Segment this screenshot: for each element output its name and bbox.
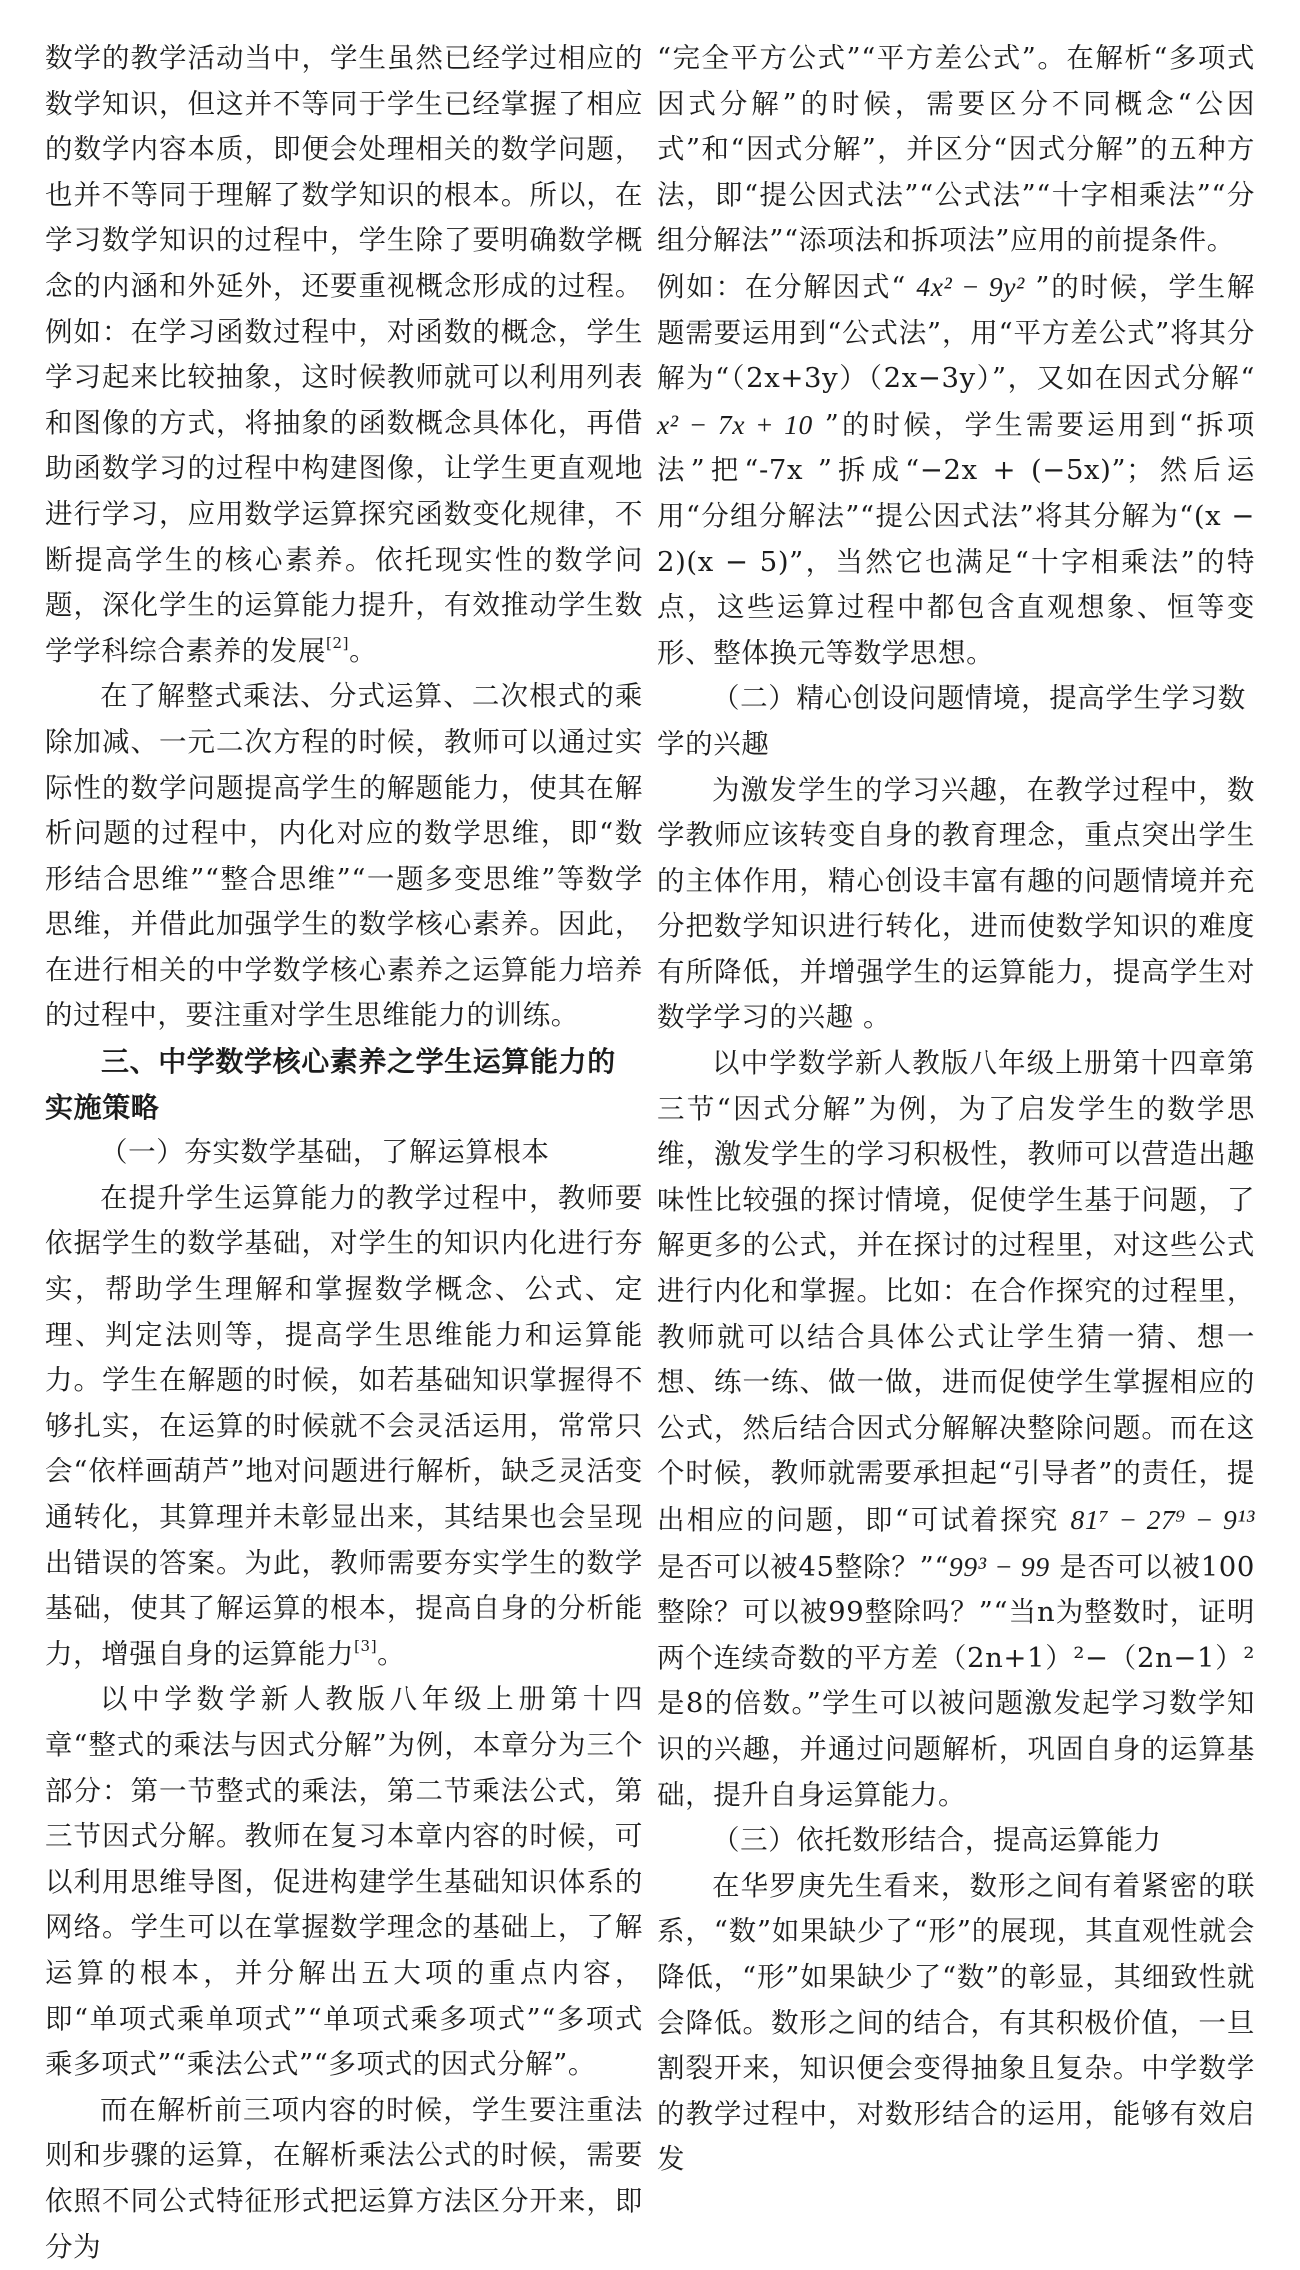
paragraph: 在华罗庚先生看来，数形之间有着紧密的联系，“数”如果缺少了“形”的展现，其直观性就会降低，“形”如果缺少了“数”的彰显，其细致性就会降低。数形之间的结合，有其积极价值，一旦割裂开来，知识便会变得抽象且复杂。中学数学的教学过程中，对数形结合的运用，能够有效启发 [657, 1869, 1255, 2176]
left-column [45, 36, 643, 2263]
paragraph [657, 1041, 1255, 1818]
paragraph-text: ”的时候，学生解题需要运用到“公式法”，用“平方差公式”将其分解为“（2x+3y）（2x−3y）”，又如在因式分解“ [657, 270, 1255, 395]
paragraph: 为激发学生的学习兴趣，在教学过程中，数学教师应该转变自身的教育理念，重点突出学生的主体作用，精心创设丰富有趣的问题情境并充分把数学知识进行转化，进而使数学知识的难度有所降低，并增强学生的运算能力，提高学生对数学学习的兴趣 。 [657, 773, 1255, 1034]
subsection-heading: （二）精心创设问题情境，提高学生学习数学的兴趣 [657, 682, 1246, 760]
paragraph: “完全平方公式”“平方差公式”。在解析“多项式因式分解”的时候，需要区分不同概念“公因式”和“因式分解”，并区分“因式分解”的五种方法，即“提公因式法”“公式法”“十字相乘法”“分组分解法”“添项法和拆项法”应用的前提条件。 [657, 42, 1255, 257]
subsection-heading: （一）夯实数学基础，了解运算根本 [100, 1136, 550, 1169]
paragraph-text: 数学的教学活动当中，学生虽然已经学过相应的数学知识，但这并不等同于学生已经掌握了相应的数学内容本质，即便会处理相关的数学问题，也并不等同于理解了数学知识的根本。所以，在学习数学知识的过程中，学生除了要明确数学概念的内涵和外延外，还要重视概念形成的过程。例如：在学习函数过程中，对函数的概念，学生学习起来比较抽象，这时候教师就可以利用列表和图像的方式，将抽象的函数概念具体化，再借助函数学习的过程中构建图像，让学生更直观地进行学习，应用数学运算探究函数变化规律，不断提高学生的核心素养。依托现实性的数学问题，深化学生的运算能力提升，有效推动学生数学学科综合素养的发展 [45, 42, 643, 667]
math-expression: 81⁷ − 27⁹ − 9¹³ [1070, 1504, 1255, 1535]
paragraph [45, 36, 643, 674]
section-heading: 三、中学数学核心素养之学生运算能力的实施策略 [45, 1045, 616, 1124]
paragraph: 而在解析前三项内容的时候，学生要注重法则和步骤的运算，在解析乘法公式的时候，需要依照不同公式特征形式把运算方法区分开来，即分为 [45, 2093, 643, 2263]
paragraph-text: 在提升学生运算能力的教学过程中，教师要依据学生的数学基础，对学生的知识内化进行夯实，帮助学生理解和掌握数学概念、公式、定理、判定法则等，提高学生思维能力和运算能力。学生在解题的时候，如若基础知识掌握得不够扎实，在运算的时候就不会灵活运用，常常只会“依样画葫芦”地对问题进行解析，缺乏灵活变通转化，其算理并未彰显出来，其结果也会呈现出错误的答案。为此，教师需要夯实学生的数学基础，使其了解运算的根本，提高自身的分析能力，增强自身的运算能力 [45, 1181, 643, 1670]
paragraph-text: 是否可以被45整除？”“ [657, 1550, 949, 1583]
paragraph-text: 例如：在分解因式“ [657, 270, 917, 303]
paragraph-text: ”的时候，学生需要运用到“拆项法”把“-7x ”拆成“−2x + (−5x)”；然后运用“分组分解法”“提公因式法”将其分解为“(x − 2)(x − 5)”，当然它也满足“十字相乘法”的特点，这些运算过程中都包含直观想象、恒等变形、整体换元等数学思想。 [657, 408, 1255, 669]
paragraph [45, 1176, 643, 1678]
math-expression: 4x² − 9y² [916, 270, 1025, 302]
paragraph: 以中学数学新人教版八年级上册第十四章“整式的乘法与因式分解”为例，本章分为三个部分：第一节整式的乘法，第二节乘法公式，第三节因式分解。教师在复习本章内容的时候，可以利用思维导图，促进构建学生基础知识体系的网络。学生可以在掌握数学理念的基础上，了解运算的根本，并分解出五大项的重点内容，即“单项式乘单项式”“单项式乘多项式”“多项式乘多项式”“乘法公式”“多项式的因式分解”。 [45, 1683, 643, 2081]
subsection-heading: （三）依托数形结合，提高运算能力 [712, 1824, 1162, 1857]
right-column [657, 36, 1255, 2176]
math-expression: x² − 7x + 10 [657, 408, 813, 440]
paragraph: 在了解整式乘法、分式运算、二次根式的乘除加减、一元二次方程的时候，教师可以通过实际性的数学问题提高学生的解题能力，使其在解析问题的过程中，内化对应的数学思维，即“数形结合思维”“整合思维”“一题多变思维”等数学思维，并借此加强学生的数学核心素养。因此，在进行相关的中学数学核心素养之运算能力培养的过程中，要注重对学生思维能力的训练。 [45, 680, 643, 1032]
paragraph-end: 。 [377, 1637, 406, 1670]
paragraph [657, 264, 1255, 676]
citation-ref: [2] [326, 633, 350, 652]
paragraph-text: 是否可以被100整除？可以被99整除吗？”“当n为整数时，证明两个连续奇数的平方差（2n+1）²−（2n−1）² 是8的倍数。”学生可以被问题激发起学习数学知识的兴趣，并通过问题解析，巩固自身的运算基础，提升自身运算能力。 [657, 1550, 1255, 1811]
paragraph-text: 以中学数学新人教版八年级上册第十四章第三节“因式分解”为例，为了启发学生的数学思维，激发学生的学习积极性，教师可以营造出趣味性比较强的探讨情境，促使学生基于问题，了解更多的公式，并在探讨的过程里，对这些公式进行内化和掌握。比如：在合作探究的过程里，教师就可以结合具体公式让学生猜一猜、想一想、练一练、做一做，进而促使学生掌握相应的公式，然后结合因式分解解决整除问题。而在这个时候，教师就需要承担起“引导者”的责任，提出相应的问题，即“可试着探究 [657, 1047, 1255, 1536]
paragraph-end: 。 [349, 634, 378, 667]
citation-ref: [3] [354, 1636, 378, 1655]
math-expression: 99³ − 99 [949, 1550, 1050, 1582]
